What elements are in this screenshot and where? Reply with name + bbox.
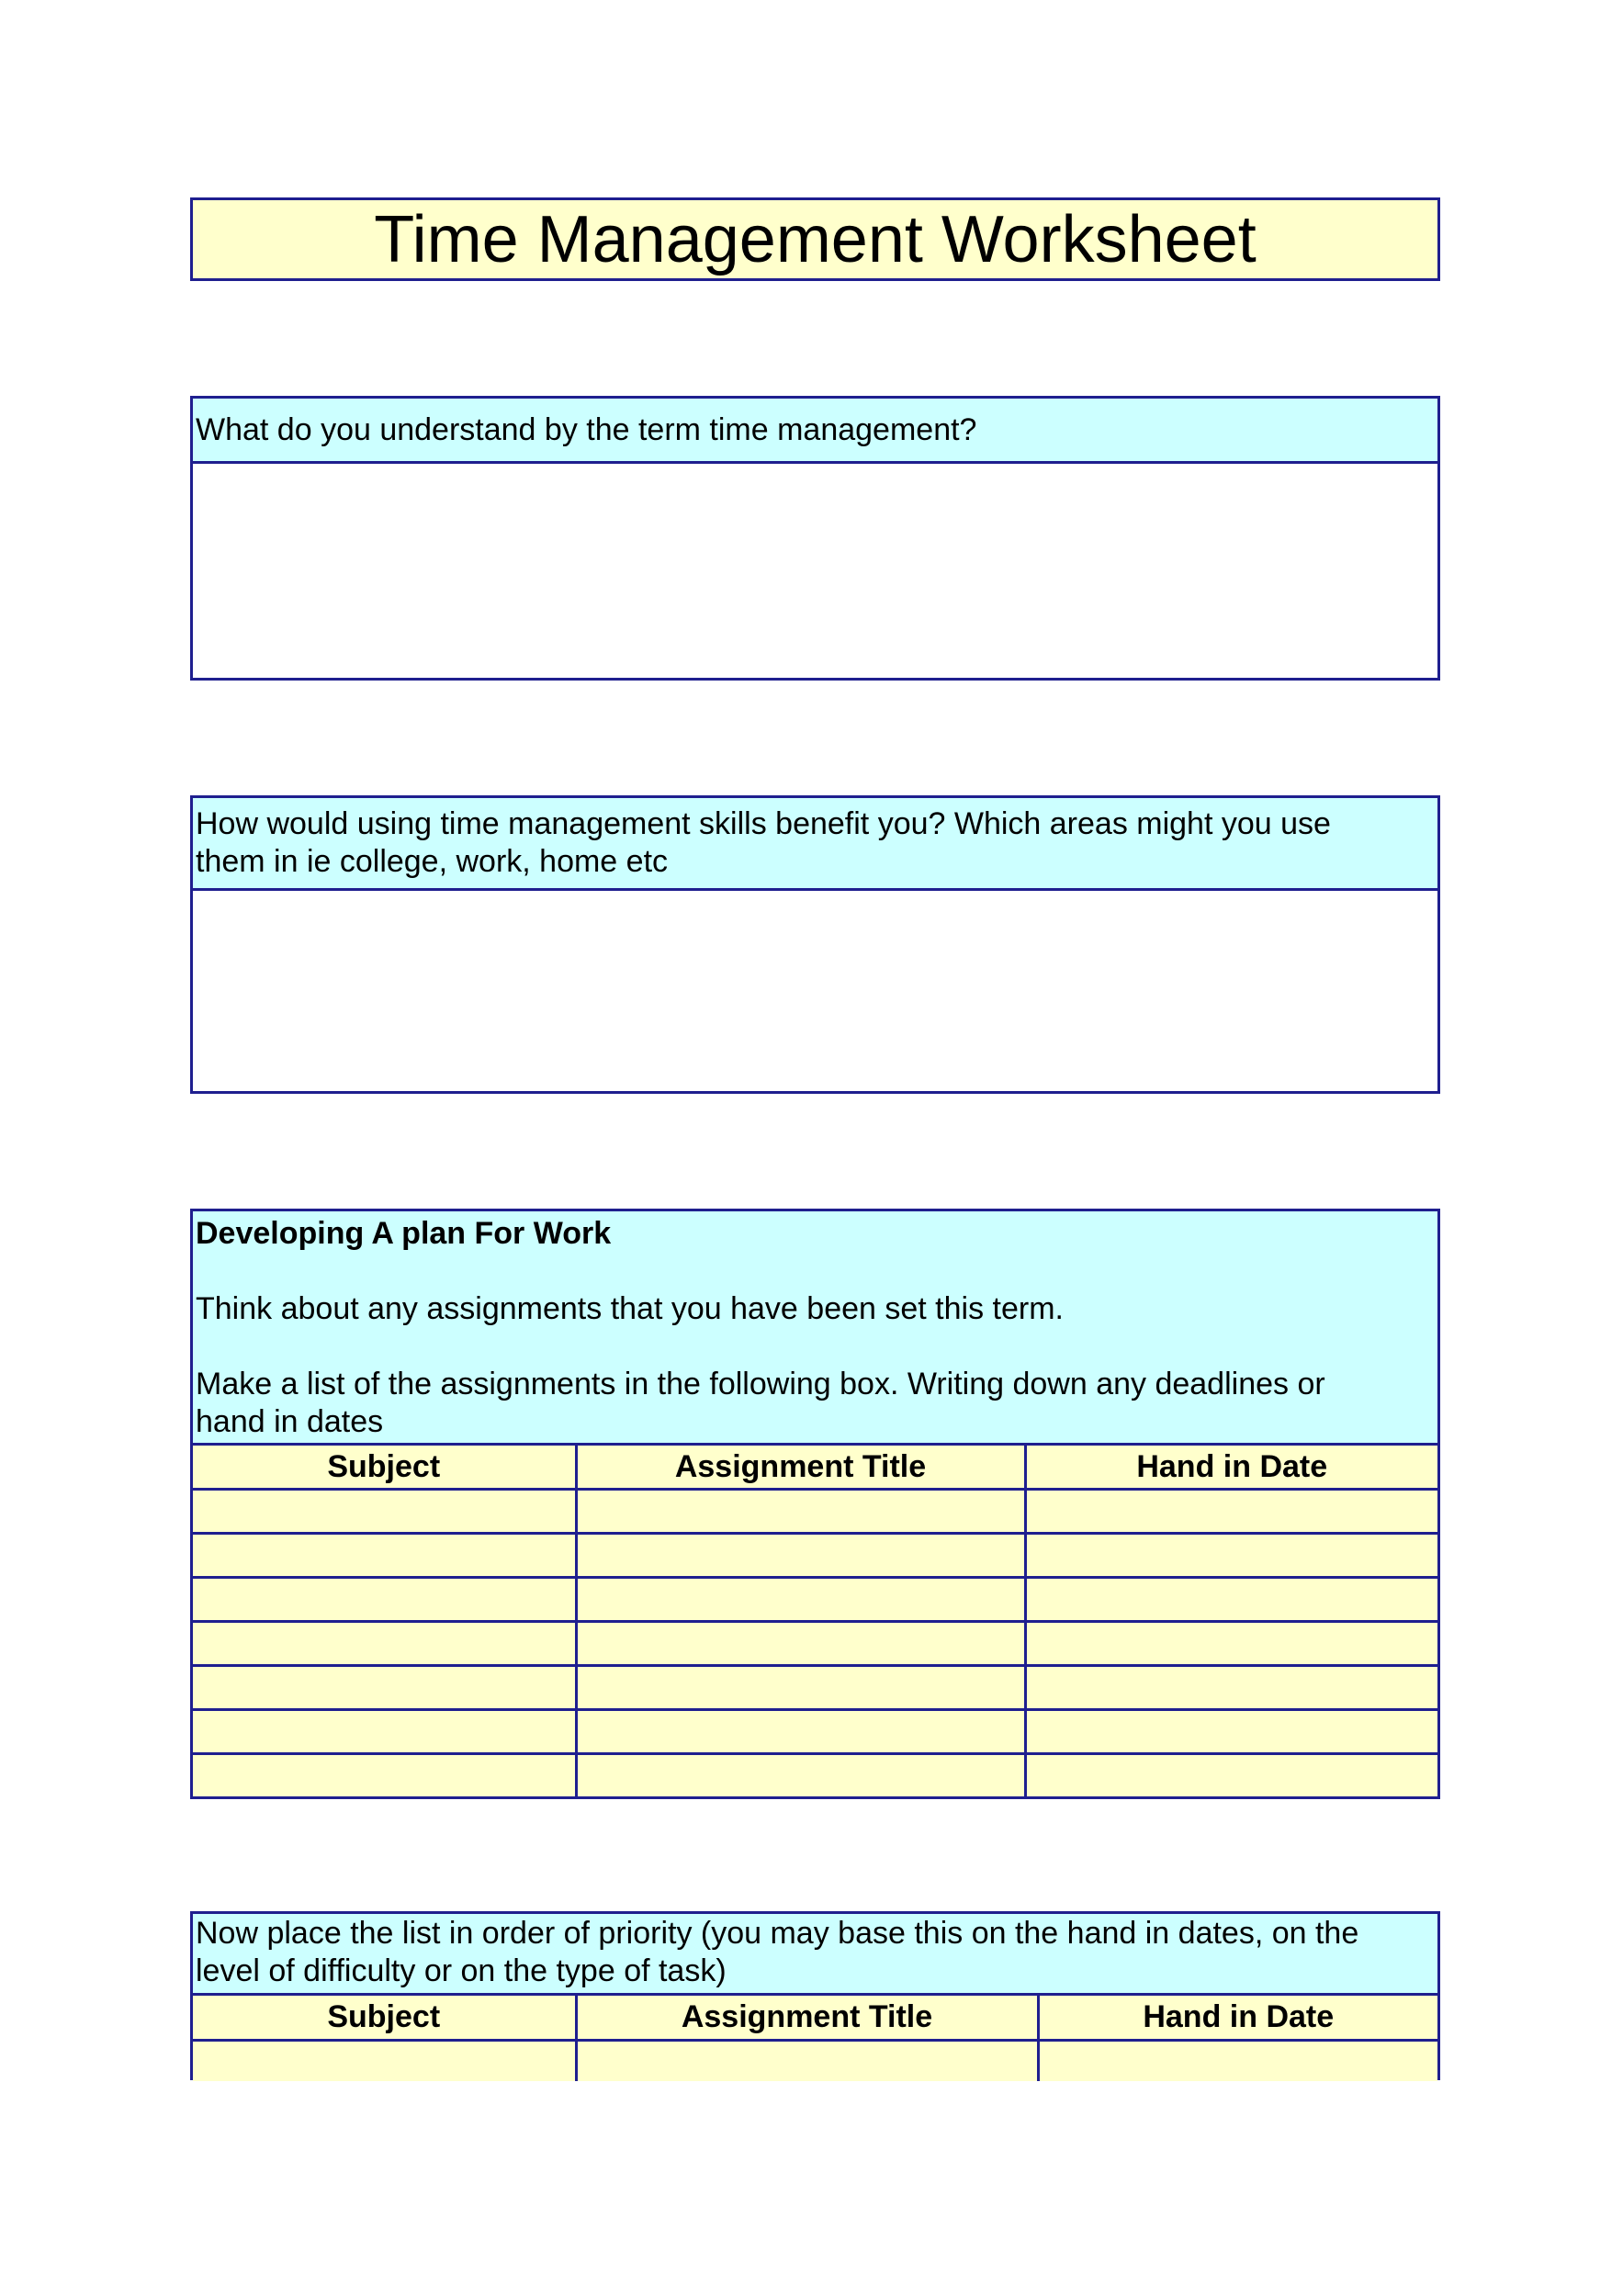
subject-cell[interactable] (193, 1490, 576, 1534)
subject-cell[interactable] (193, 1754, 576, 1797)
column-header-subject: Subject (193, 1446, 576, 1490)
priority-section (190, 1911, 1440, 2080)
assignment-table (193, 1446, 1437, 1796)
assignment-title-cell[interactable] (576, 1710, 1025, 1754)
plan-instruction-2-line-2: hand in dates (196, 1404, 384, 1439)
table-row (193, 1754, 1437, 1797)
column-header-hand-in-date: Hand in Date (1038, 1996, 1437, 2041)
subject-cell[interactable] (193, 2041, 576, 2082)
column-header-hand-in-date: Hand in Date (1025, 1446, 1437, 1490)
subject-cell[interactable] (193, 1666, 576, 1710)
table-row (193, 1534, 1437, 1578)
priority-table (193, 1996, 1437, 2081)
plan-heading: Developing A plan For Work (196, 1216, 612, 1251)
assignment-title-cell[interactable] (576, 1578, 1025, 1622)
hand-in-date-cell[interactable] (1038, 2041, 1437, 2082)
assignment-title-cell[interactable] (576, 1754, 1025, 1797)
plan-instruction-1: Think about any assignments that you have been set this term. (196, 1291, 1064, 1326)
assignment-title-cell[interactable] (576, 1622, 1025, 1666)
priority-prompt (193, 1914, 1437, 1996)
question-2-prompt (193, 798, 1437, 891)
table-row (193, 1710, 1437, 1754)
hand-in-date-cell[interactable] (1025, 1534, 1437, 1578)
column-header-subject: Subject (193, 1996, 576, 2041)
table-row (193, 1622, 1437, 1666)
assignment-title-cell[interactable] (576, 1534, 1025, 1578)
assignment-title-cell[interactable] (576, 1490, 1025, 1534)
question-1-prompt: What do you understand by the term time management? (193, 399, 1437, 464)
subject-cell[interactable] (193, 1622, 576, 1666)
subject-cell[interactable] (193, 1710, 576, 1754)
subject-cell[interactable] (193, 1534, 576, 1578)
assignment-table-header (193, 1446, 1437, 1490)
question-2-prompt-line-2: them in ie college, work, home etc (196, 844, 669, 879)
plan-instruction-2-line-1: Make a list of the assignments in the following box. Writing down any deadlines or (196, 1367, 1325, 1401)
table-row (193, 2041, 1437, 2082)
hand-in-date-cell[interactable] (1025, 1710, 1437, 1754)
hand-in-date-cell[interactable] (1025, 1490, 1437, 1534)
worksheet-title: Time Management Worksheet (374, 202, 1257, 276)
column-header-assignment-title: Assignment Title (576, 1446, 1025, 1490)
subject-cell[interactable] (193, 1578, 576, 1622)
table-row (193, 1578, 1437, 1622)
hand-in-date-cell[interactable] (1025, 1622, 1437, 1666)
table-row (193, 1666, 1437, 1710)
assignment-title-cell[interactable] (576, 2041, 1038, 2082)
worksheet-title-box (190, 197, 1440, 281)
priority-prompt-line-1: Now place the list in order of priority (you may base this on the hand in dates, on the (196, 1916, 1359, 1951)
hand-in-date-cell[interactable] (1025, 1754, 1437, 1797)
question-2-section (190, 795, 1440, 1094)
plan-for-work-section (190, 1209, 1440, 1799)
question-2-prompt-line-1: How would using time management skills benefit you? Which areas might you use (196, 806, 1331, 841)
question-1-section (190, 396, 1440, 681)
hand-in-date-cell[interactable] (1025, 1666, 1437, 1710)
plan-instructions (193, 1211, 1437, 1446)
column-header-assignment-title: Assignment Title (576, 1996, 1038, 2041)
hand-in-date-cell[interactable] (1025, 1578, 1437, 1622)
priority-table-header (193, 1996, 1437, 2041)
table-row (193, 1490, 1437, 1534)
assignment-title-cell[interactable] (576, 1666, 1025, 1710)
priority-prompt-line-2: level of difficulty or on the type of task) (196, 1953, 727, 1988)
